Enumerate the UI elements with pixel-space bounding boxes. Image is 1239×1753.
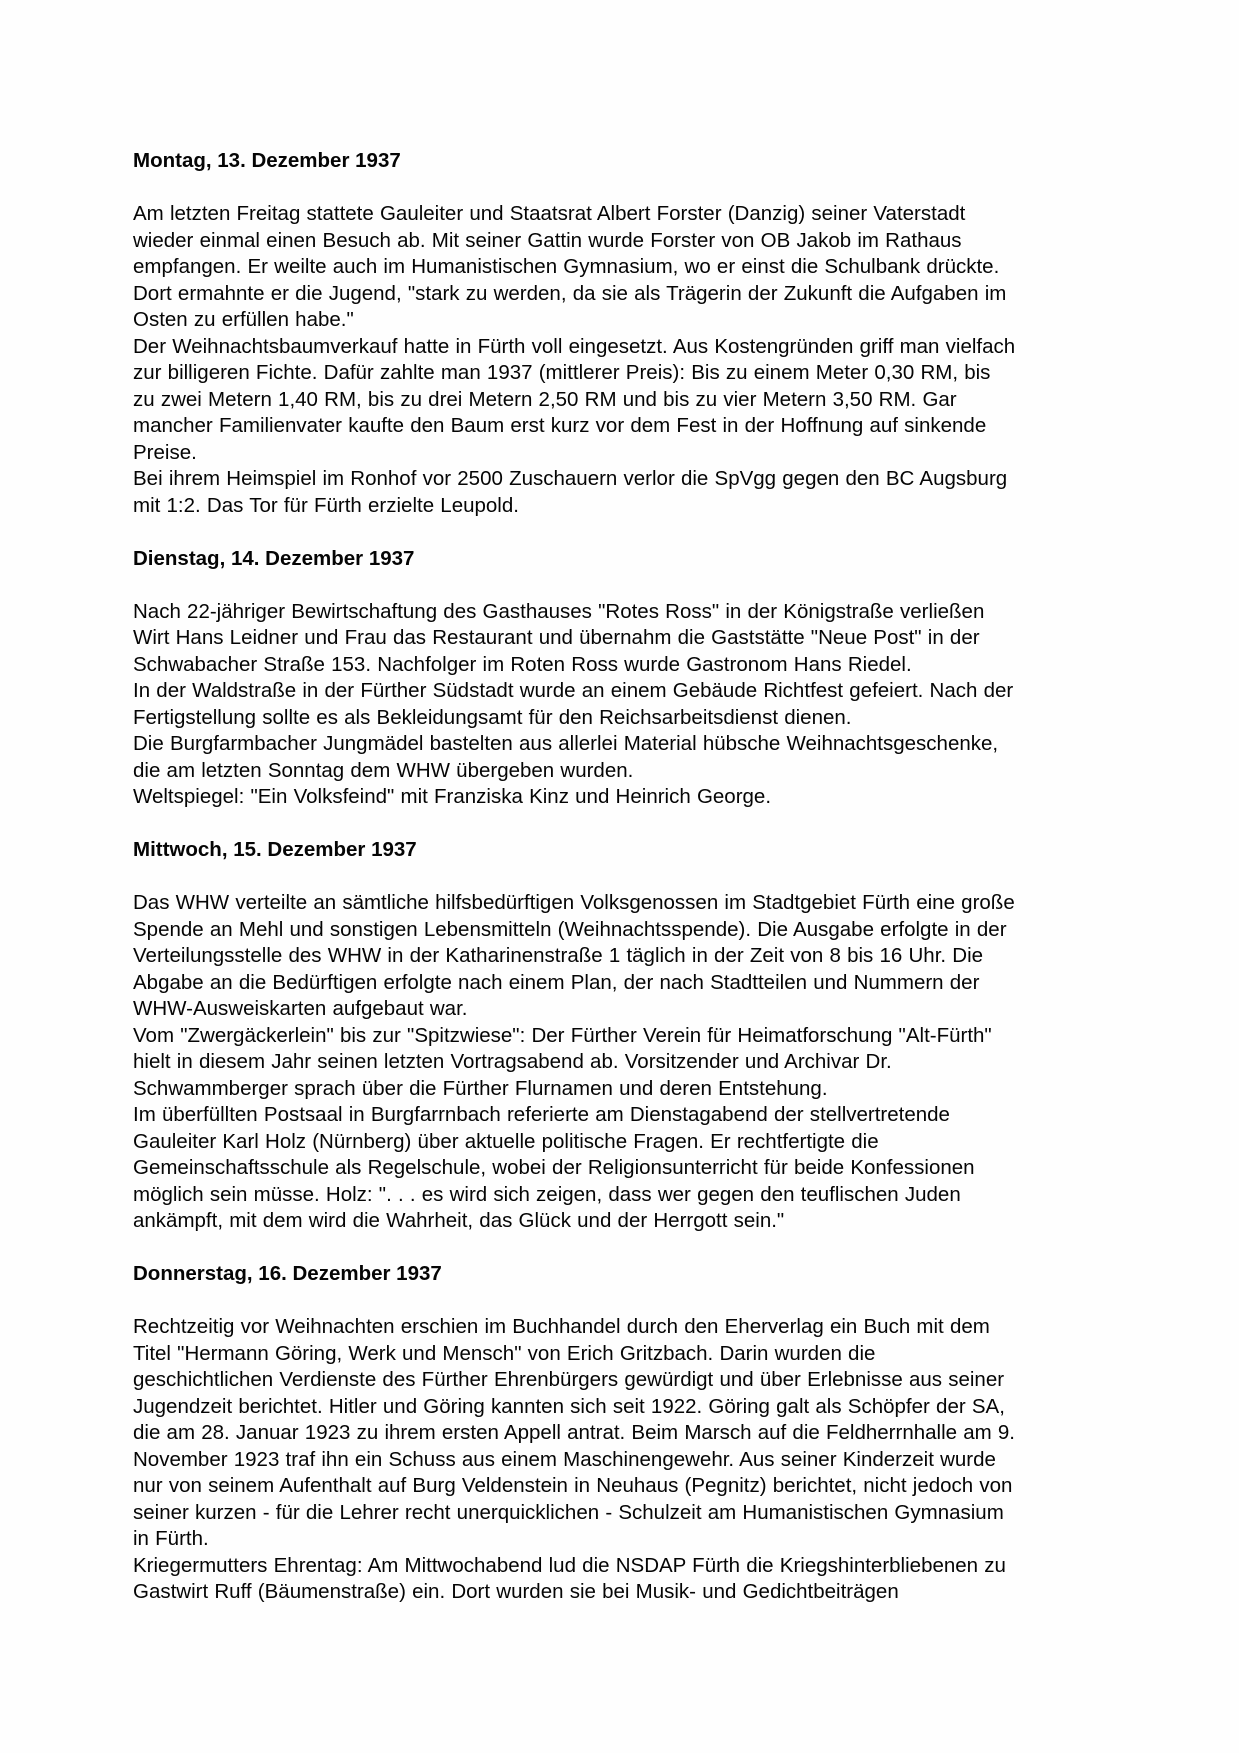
paragraph: Im überfüllten Postsaal in Burgfarrnbach referierte am Dienstagabend der stellvertretende Gauleiter Karl Holz (Nürnberg) über aktuelle politische Fragen. Er rechtfertigte die Gemeinschaftsschule als Regelschule, wobei der Religionsunterricht für beide Konfessionen möglich sein müsse. Holz: ". . . es wird sich zeigen, dass wer gegen den teuflischen Juden ankämpft, mit dem wird die Wahrheit, das Glück und der Herrgott sein." [133,1103,975,1232]
paragraph: Weltspiegel: "Ein Volksfeind" mit Franziska Kinz und Heinrich George. [133,785,772,808]
paragraph: Der Weihnachtsbaumverkauf hatte in Fürth voll eingesetzt. Aus Kostengründen griff man vielfach zur billigeren Fichte. Dafür zahlte man 1937 (mittlerer Preis): Bis zu einem Meter 0,30 RM, bis zu zwei Metern 1,40 RM, bis zu drei Metern 2,50 RM und bis zu vier Metern 3,50 RM. Gar mancher Familienvater kaufte den Baum erst kurz vor dem Fest in der Hoffnung auf sinkende Preise. [133,334,1016,464]
section-heading: Donnerstag, 16. Dezember 1937 [133,1262,442,1285]
paragraph: In der Waldstraße in der Fürther Südstadt wurde an einem Gebäude Richtfest gefeiert. Nach der Fertigstellung sollte es als Bekleidungsamt für den Reichsarbeitsdienst dienen. [133,679,1014,729]
paragraph: Bei ihrem Heimspiel im Ronhof vor 2500 Zuschauern verlor die SpVgg gegen den BC Augsburg mit 1:2. Das Tor für Fürth erzielte Leupold. [133,467,1008,517]
paragraph: Vom "Zwergäckerlein" bis zur "Spitzwiese": Der Fürther Verein für Heimatforschung "Alt-Fürth" hielt in diesem Jahr seinen letzten Vortragsabend ab. Vorsitzender und Archivar Dr. Schwammberger sprach über die Fürther Flurnamen und deren Entstehung. [133,1023,992,1100]
paragraph: Am letzten Freitag stattete Gauleiter und Staatsrat Albert Forster (Danzig) seiner Vaterstadt wieder einmal einen Besuch ab. Mit seiner Gattin wurde Forster von OB Jakob im Rathaus empfangen. Er weilte auch im Humanistischen Gymnasium, wo er einst die Schulbank drückte. Dort ermahnte er die Jugend, "stark zu werden, da sie als Trägerin der Zukunft die Aufgaben im Osten zu erfüllen habe." [133,202,1007,331]
section-donnerstag [133,1261,1018,1606]
section-heading: Mittwoch, 15. Dezember 1937 [133,838,417,861]
paragraph: Das WHW verteilte an sämtliche hilfsbedürftigen Volksgenossen im Stadtgebiet Fürth eine große Spende an Mehl und sonstigen Lebensmitteln (Weihnachtsspende). Die Ausgabe erfolgte in der Verteilungsstelle des WHW in der Katharinenstraße 1 täglich in der Zeit von 8 bis 16 Uhr. Die Abgabe an die Bedürftigen erfolgte nach einem Plan, der nach Stadtteilen und Nummern der WHW-Ausweiskarten aufgebaut war. [133,891,1015,1020]
paragraph: Die Burgfarmbacher Jungmädel bastelten aus allerlei Material hübsche Weihnachtsgeschenke, die am letzten Sonntag dem WHW übergeben wurden. [133,732,999,782]
section-heading: Montag, 13. Dezember 1937 [133,149,401,172]
paragraph: Rechtzeitig vor Weihnachten erschien im Buchhandel durch den Eherverlag ein Buch mit dem Titel "Hermann Göring, Werk und Mensch" von Erich Gritzbach. Darin wurden die geschichtlichen Verdienste des Fürther Ehrenbürgers gewürdigt und über Erlebnisse aus seiner Jugendzeit berichtet. Hitler und Göring kannten sich seit 1922. Göring galt als Schöpfer der SA, die am 28. Januar 1923 zu ihrem ersten Appell antrat. Beim Marsch auf die Feldherrnhalle am 9. November 1923 traf ihn ein Schuss aus einem Maschinengewehr. Aus seiner Kinderzeit wurde nur von seinem Aufenthalt auf Burg Veldenstein in Neuhaus (Pegnitz) berichtet, nicht jedoch von seiner kurzen - für die Lehrer recht unerquicklichen - Schulzeit am Humanistischen Gymnasium in Fürth. [133,1315,1015,1550]
section-dienstag [133,546,1018,811]
section-mittwoch [133,837,1018,1235]
section-heading: Dienstag, 14. Dezember 1937 [133,546,415,570]
paragraph: Nach 22-jähriger Bewirtschaftung des Gasthauses "Rotes Ross" in der Königstraße verließen Wirt Hans Leidner und Frau das Restaurant und übernahm die Gaststätte "Neue Post" in der Schwabacher Straße 153. Nachfolger im Roten Ross wurde Gastronom Hans Riedel. [133,599,985,676]
document-content [133,148,1018,1606]
section-montag [133,148,1018,519]
paragraph: Kriegermutters Ehrentag: Am Mittwochabend lud die NSDAP Fürth die Kriegshinterbliebenen zu Gastwirt Ruff (Bäumenstraße) ein. Dort wurden sie bei Musik- und Gedichtbeiträgen [133,1553,1006,1603]
